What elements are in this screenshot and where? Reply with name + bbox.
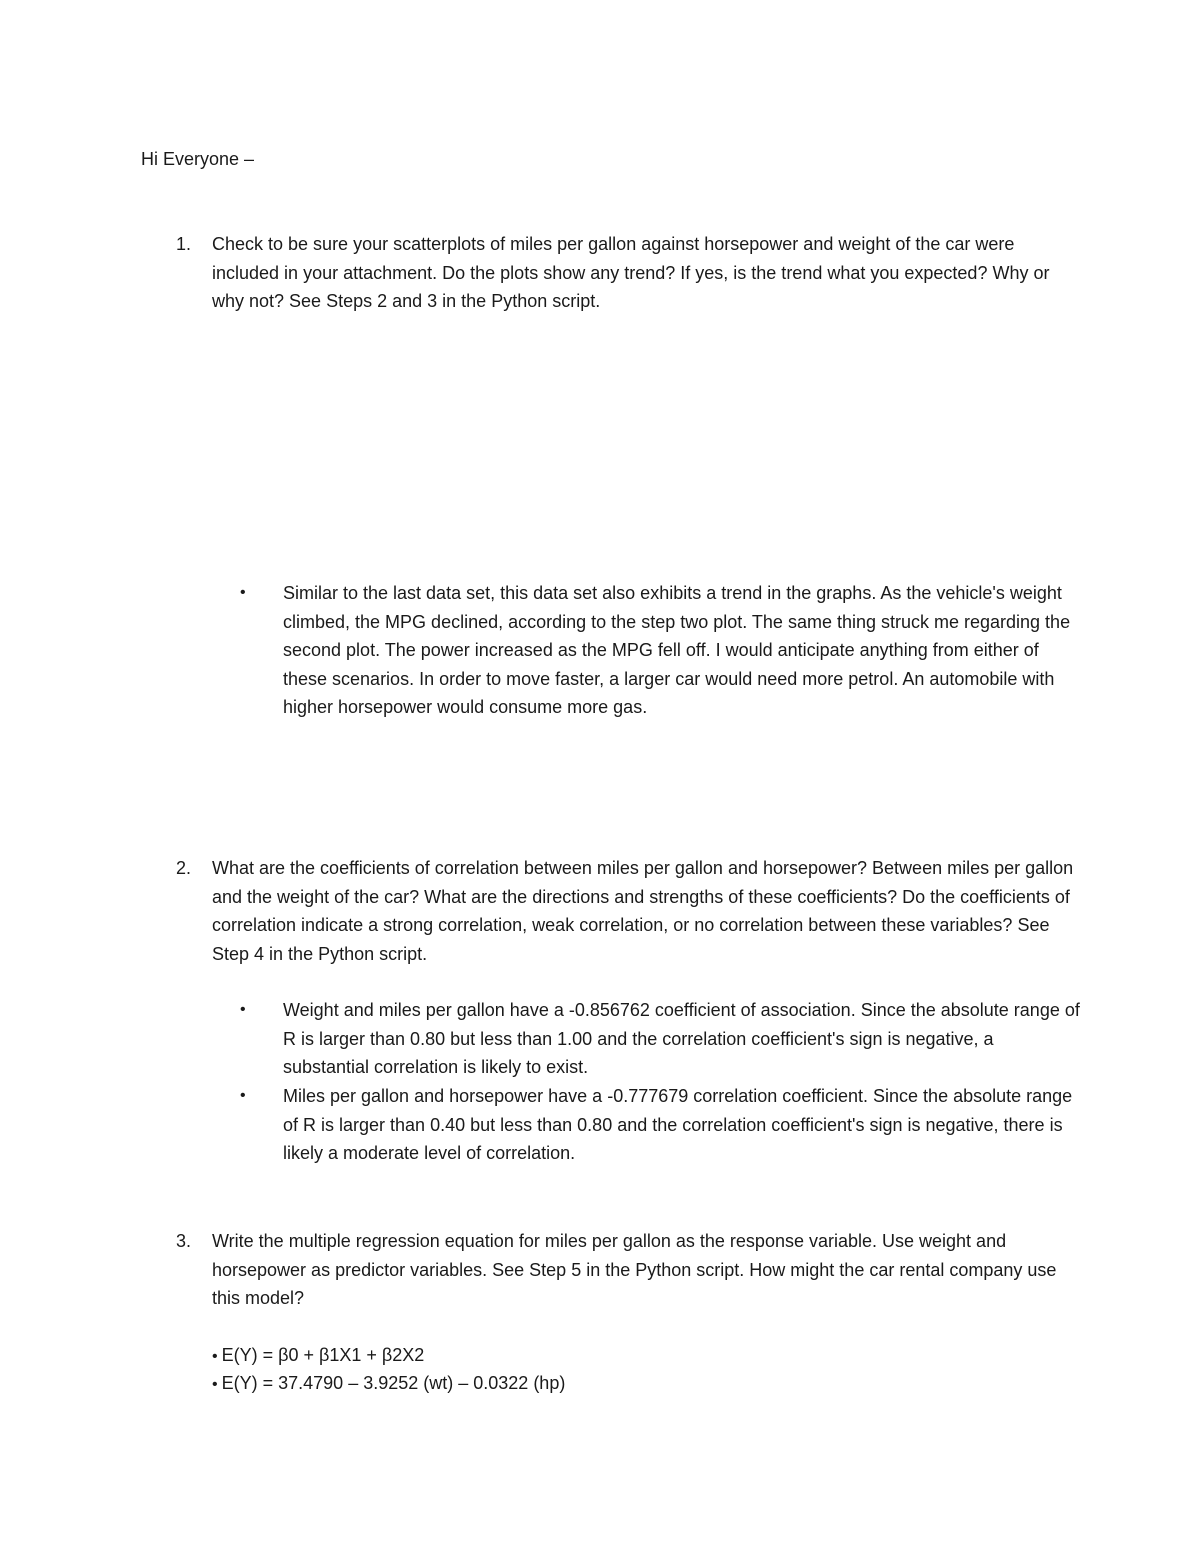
- bullet-icon: •: [240, 1001, 246, 1018]
- equation-text: E(Y) = 37.4790 – 3.9252 (wt) – 0.0322 (hp): [221, 1373, 566, 1393]
- bullet-icon: •: [212, 1376, 218, 1393]
- question-text: Write the multiple regression equation for miles per gallon as the response variable. Use weight and horsepower as predictor variables. See Step 5 in the Python script. How might the car rental company use this model?: [212, 1231, 1057, 1308]
- question-text: What are the coefficients of correlation between miles per gallon and horsepower? Between miles per gallon and the weight of the car? What are the directions and strengths of these coefficients? Do the coefficients of correlation indicate a strong correlation, weak correlation, or no correlation between these variables? See Step 4 in the Python script.: [212, 858, 1074, 964]
- question-number: 3.: [176, 1231, 192, 1251]
- answer-2-bullet-2: [240, 1082, 1080, 1168]
- equation-text: E(Y) = β0 + β1X1 + β2X2: [221, 1345, 425, 1365]
- question-number: 2.: [176, 858, 192, 878]
- answer-text: Miles per gallon and horsepower have a -0.777679 correlation coefficient. Since the absolute range of R is larger than 0.40 but less than 0.80 and the correlation coefficient's sign is negative, there is likely a moderate level of correlation.: [283, 1086, 1073, 1163]
- bullet-icon: •: [212, 1348, 218, 1365]
- question-3: [176, 1227, 1076, 1313]
- greeting: Hi Everyone –: [141, 149, 255, 169]
- answer-1-bullet-1: [240, 579, 1080, 722]
- answer-2-bullet-1: [240, 996, 1080, 1082]
- question-text: Check to be sure your scatterplots of miles per gallon against horsepower and weight of the car were included in your attachment. Do the plots show any trend? If yes, is the trend what you expected? Why or why not? See Steps 2 and 3 in the Python script.: [212, 234, 1050, 311]
- question-2: [176, 854, 1076, 968]
- question-number: 1.: [176, 234, 192, 254]
- answer-text: Similar to the last data set, this data set also exhibits a trend in the graphs. As the vehicle's weight climbed, the MPG declined, according to the step two plot. The same thing struck me regarding the second plot. The power increased as the MPG fell off. I would anticipate anything from either of these scenarios. In order to move faster, a larger car would need more petrol. An automobile with higher horsepower would consume more gas.: [283, 583, 1071, 717]
- bullet-icon: •: [240, 584, 246, 601]
- answer-3-equation-general: [212, 1341, 424, 1371]
- answer-text: Weight and miles per gallon have a -0.856762 coefficient of association. Since the absolute range of R is larger than 0.80 but less than 1.00 and the correlation coefficient's sign is negative, a substantial correlation is likely to exist.: [283, 1000, 1080, 1077]
- answer-3-equation-fitted: [212, 1369, 565, 1399]
- bullet-icon: •: [240, 1087, 246, 1104]
- question-1: [176, 230, 1076, 316]
